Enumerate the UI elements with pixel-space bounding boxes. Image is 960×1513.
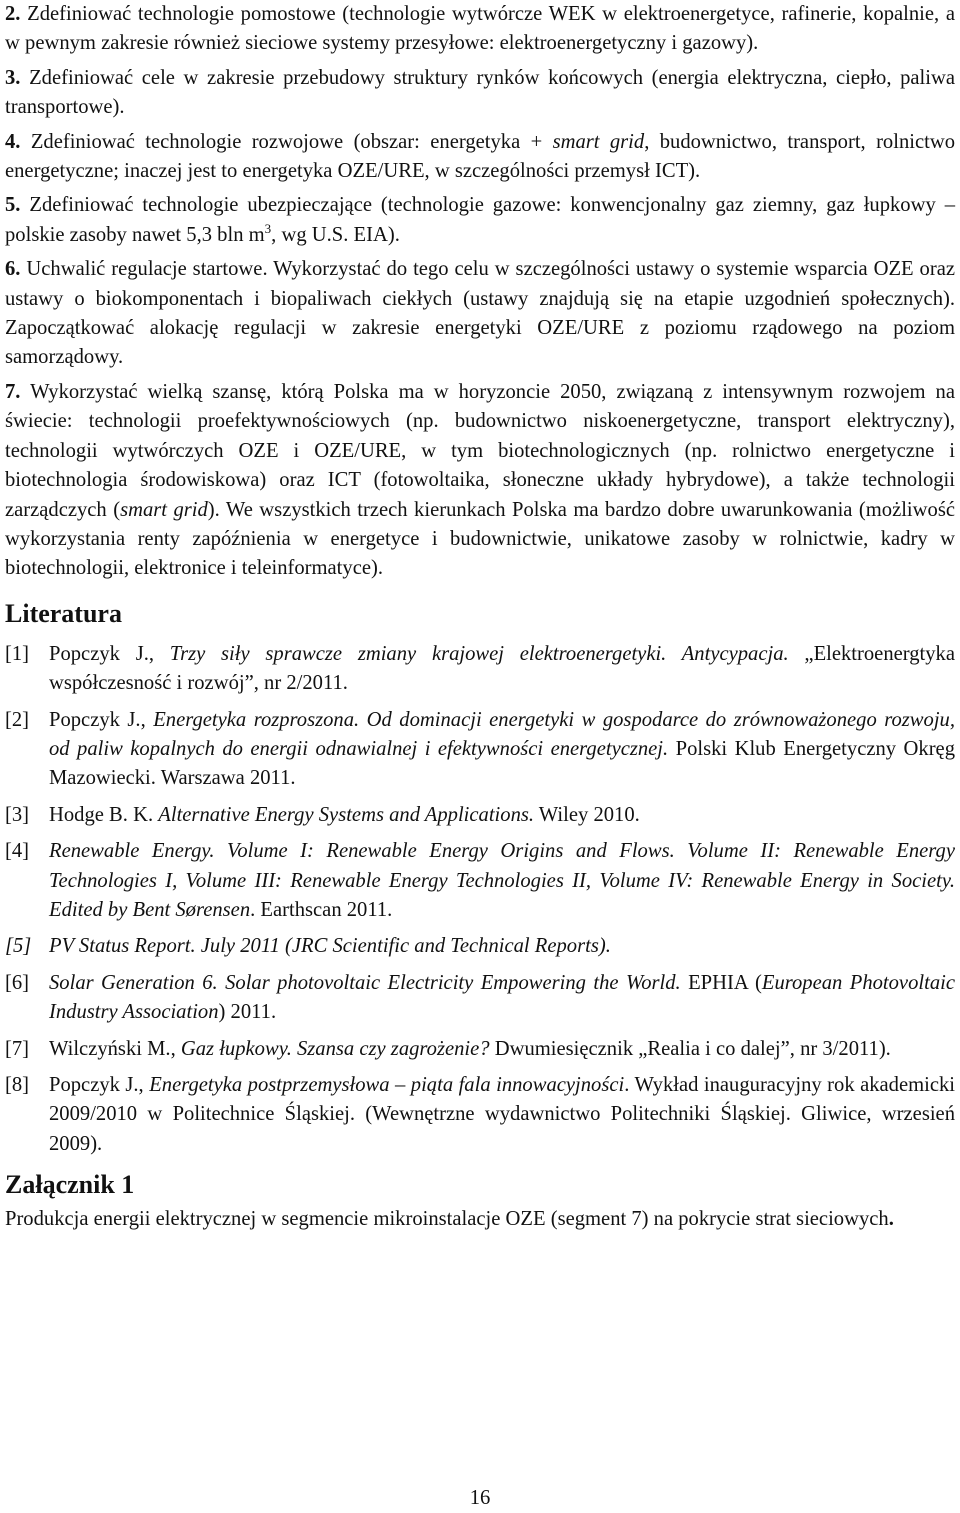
ref-rest: Polski Klub Energetyczny Okręg Mazowiecki. Warszawa 2011.	[49, 737, 955, 790]
ref-author: Popczyk J.,	[49, 1074, 150, 1096]
item-emphasis: smart grid	[120, 498, 208, 521]
ref-rest: Dwumiesięcznik „Realia i co dalej”, nr 3/2011).	[489, 1037, 891, 1060]
item-text: Zdefiniować technologie ubezpieczające (technologie gazowe: konwencjonalny gaz ziemny, gaz łupkowy – polskie zasoby nawet 5,3 bln m	[5, 194, 955, 246]
ref-text	[49, 640, 955, 699]
item-emphasis: smart grid	[552, 130, 645, 153]
item-text: , budownictwo, transport, rolnictwo energetyczne; inaczej jest to energetyka OZE/URE, w szczególności przemysł ICT).	[5, 130, 955, 183]
ref-text	[49, 706, 955, 794]
annex-heading: Załącznik 1	[5, 1170, 135, 1200]
reference-1	[5, 640, 955, 699]
item-number: 6.	[5, 258, 21, 281]
ref-title: Alternative Energy Systems and Applications.	[158, 803, 535, 826]
ref-number: [8]	[5, 1074, 30, 1096]
ref-author: Popczyk J.,	[49, 708, 154, 731]
annex-period: .	[888, 1208, 894, 1231]
list-item-6	[5, 255, 955, 373]
ref-rest: ) 2011.	[218, 1001, 277, 1024]
reference-7	[5, 1035, 955, 1064]
reference-5	[5, 932, 955, 961]
ref-author: Hodge B. K.	[49, 803, 159, 826]
item-text: Zdefiniować technologie rozwojowe (obszar: energetyka +	[30, 130, 553, 153]
page-number: 16	[469, 1487, 491, 1509]
annex-body: Produkcja energii elektrycznej w segmencie mikroinstalacje OZE (segment 7) na pokrycie strat sieciowych	[5, 1208, 889, 1231]
list-item-7	[5, 378, 955, 584]
item-text: Zdefiniować cele w zakresie przebudowy struktury rynków końcowych (energia elektryczna, ciepło, paliwa transportowe).	[5, 66, 956, 119]
ref-text	[49, 837, 955, 925]
ref-title: Renewable Energy. Volume I: Renewable Energy Origins and Flows. Volume II: Renewable Energy Technologies I, Volume III: Renewable Energy Technologies II, Volume IV: Renewable Energy in Society. Edited by Bent Sørensen	[49, 840, 955, 921]
ref-author: Wilczyński M.,	[49, 1037, 181, 1060]
ref-rest: . Wykład inauguracyjny rok akademicki 2009/2010 w Politechnice Śląskiej. (Wewnętrzne wydawnictwo Politechniki Śląskiej. Gliwice, wrzesień 2009).	[49, 1074, 956, 1155]
ref-text	[49, 801, 955, 830]
literatura-heading: Literatura	[5, 598, 122, 628]
ref-title: European Photovoltaic Industry Association	[49, 971, 955, 1024]
ref-text	[49, 932, 955, 961]
ref-number: [3]	[5, 803, 30, 826]
item-text: , wg U.S. EIA).	[271, 223, 400, 246]
document-page	[5, 0, 955, 1235]
ref-rest: Wiley 2010.	[534, 803, 640, 826]
ref-number: [7]	[5, 1037, 30, 1060]
item-number: 4.	[5, 130, 21, 153]
item-number: 7.	[5, 380, 21, 403]
item-number: 2.	[5, 3, 21, 25]
item-text: ). We wszystkich trzech kierunkach Polska ma bardzo dobre uwarunkowania (możliwość wykorzystania renty zapóźnienia w energetyce i budownictwie, unikatowe zasoby w rolnictwie, kadry w biotechnologii, elektronice i teleinformatyce).	[5, 498, 955, 580]
ref-title: Energetyka postprzemysłowa – piąta fala innowacyjności	[149, 1074, 625, 1096]
reference-3	[5, 801, 955, 830]
reference-4	[5, 837, 955, 925]
superscript: 3	[264, 220, 272, 236]
item-text: Zdefiniować technologie pomostowe (technologie wytwórcze WEK w elektroenergetyce, rafinerie, kopalnie, a w pewnym zakresie również sieciowe systemy przesyłowe: elektroenergetyczny i gazowy).	[5, 3, 955, 55]
ref-title: Energetyka rozproszona. Od dominacji energetyki w gospodarce do zrównoważonego rozwoju, od paliw kopalnych do energii odnawialnej i efektywności energetycznej.	[49, 708, 955, 760]
ref-title: PV Status Report. July 2011 (JRC Scientific and Technical Reports).	[49, 935, 611, 958]
ref-number: [6]	[5, 971, 30, 994]
ref-text	[49, 1071, 955, 1159]
ref-rest: . Earthscan 2011.	[250, 898, 393, 921]
ref-rest: „Elektroenergtyka współczesność i rozwój”, nr 2/2011.	[49, 642, 955, 695]
item-number: 3.	[5, 66, 21, 89]
reference-6	[5, 969, 955, 1028]
ref-text	[49, 1035, 955, 1064]
list-item-2	[5, 0, 955, 59]
item-text: Uchwalić regulacje startowe. Wykorzystać do tego celu w szczególności ustawy o systemie wsparcia OZE oraz ustawy o biokomponentach i biopaliwach ciekłych (ustawy znajdują się na etapie uzgodnień społecznych). Zapoczątkować alokację regulacji w zakresie energetyki OZE/URE z poziomu rządowego na poziom samorządowy.	[5, 258, 955, 369]
ref-author: Popczyk J.,	[49, 642, 170, 665]
reference-8	[5, 1071, 955, 1159]
ref-rest: EPHIA (	[680, 971, 762, 994]
item-number: 5.	[5, 194, 21, 217]
list-item-4	[5, 128, 955, 187]
reference-2	[5, 706, 955, 794]
ref-text	[49, 969, 955, 1028]
ref-number: [4]	[5, 840, 30, 863]
item-text: Wykorzystać wielką szansę, którą Polska ma w horyzoncie 2050, związaną z intensywnym rozwojem na świecie: technologii proefektywnościowych (np. budownictwo niskoenergetyczne, transport elektryczny), technologii wytwórczych OZE i OZE/URE, w tym biotechnologicznych (np. rolnictwo energetyczne i biotechnologia środowiskowa) oraz ICT (fotowoltaika, słoneczne układy hybrydowe), a także technologii zarządczych (	[5, 380, 955, 521]
list-item-3	[5, 64, 955, 123]
list-item-5	[5, 191, 955, 250]
ref-title: Gaz łupkowy. Szansa czy zagrożenie?	[180, 1037, 490, 1060]
ref-number: [5]	[5, 935, 32, 958]
ref-title: Solar Generation 6. Solar photovoltaic Electricity Empowering the World.	[49, 971, 681, 994]
annex-text	[5, 1205, 955, 1234]
ref-title: Trzy siły sprawcze zmiany krajowej elektroenergetyki. Antycypacja.	[169, 642, 789, 665]
ref-number: [2]	[5, 708, 30, 731]
ref-number: [1]	[5, 642, 30, 665]
